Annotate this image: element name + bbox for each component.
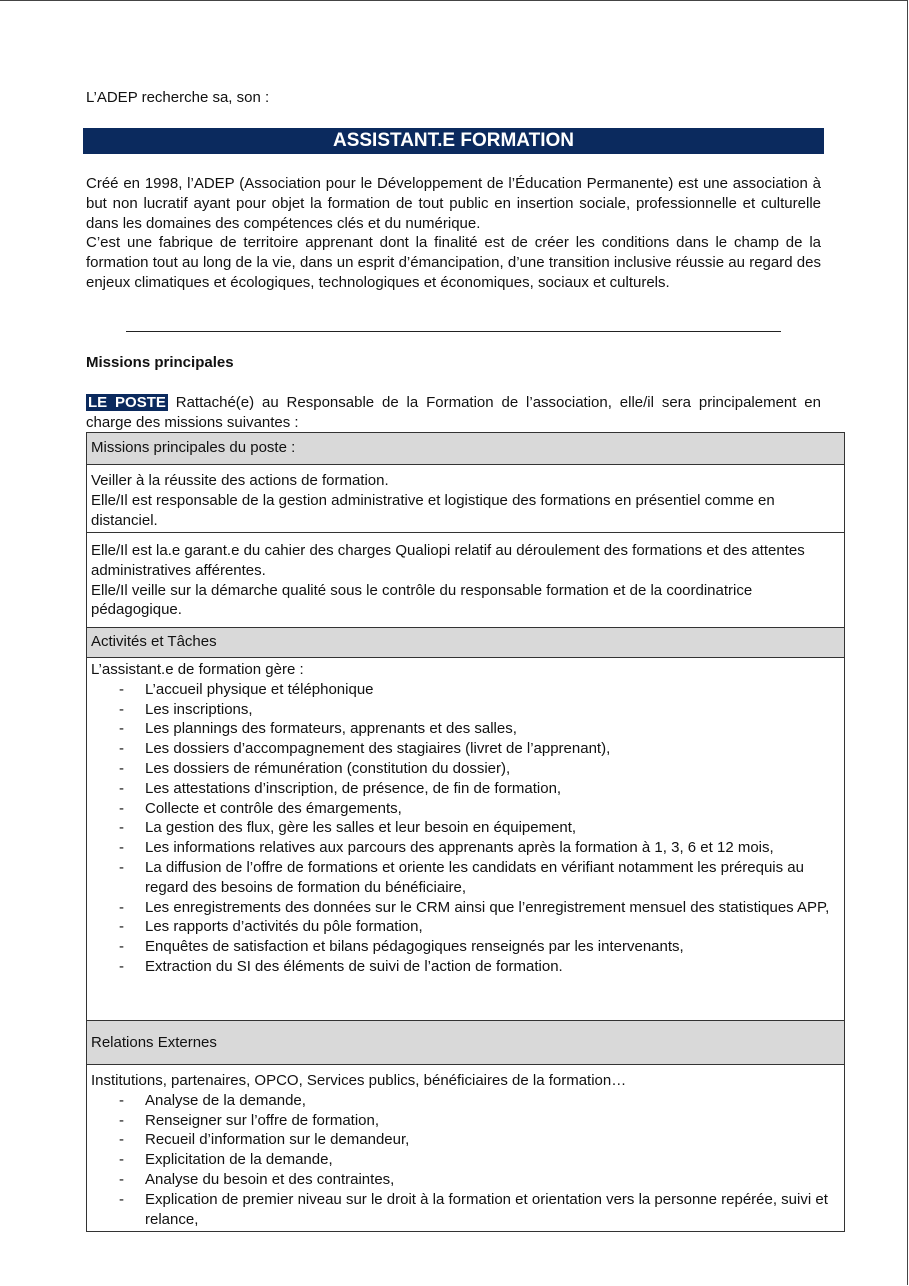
horizontal-divider: [126, 331, 781, 332]
activities-header: Activités et Tâches: [91, 633, 217, 650]
description-paragraph-1: Créé en 1998, l’ADEP (Association pour le Développement de l’Éducation Permanente) est une association à but non lucratif ayant pour objet la formation de tout public en insertion sociale, professionnelle et culturelle dans les domaines des compétences clés et du numérique.: [86, 175, 821, 232]
list-item: - Analyse de la demande,: [145, 1091, 840, 1111]
relations-header: Relations Externes: [91, 1034, 217, 1051]
mission-2-line-2: Elle/Il veille sur la démarche qualité sous le contrôle du responsable formation et de la coordinatrice pédagogique.: [91, 581, 753, 619]
list-item: - La diffusion de l’offre de formations et oriente les candidats en vérifiant notamment les prérequis au regard des besoins de formation du bénéficiaire,: [145, 858, 840, 898]
list-item: - Recueil d’information sur le demandeur,: [145, 1130, 840, 1150]
relations-row: [87, 1064, 844, 1231]
list-item: - Renseigner sur l’offre de formation,: [145, 1111, 840, 1131]
activities-row: [87, 657, 844, 1020]
job-title-banner: ASSISTANT.E FORMATION: [83, 128, 824, 154]
missions-header: Missions principales du poste :: [91, 439, 296, 456]
mission-row-1: [87, 464, 844, 532]
list-item: - Les dossiers d’accompagnement des stagiaires (livret de l’apprenant),: [145, 739, 840, 759]
list-item: - Collecte et contrôle des émargements,: [145, 799, 840, 819]
mission-1-line-2: Elle/Il est responsable de la gestion administrative et logistique des formations en présentiel comme en distanciel.: [91, 491, 775, 529]
list-item: - Les informations relatives aux parcours des apprenants après la formation à 1, 3, 6 et 12 mois,: [145, 838, 840, 858]
relations-intro: Institutions, partenaires, OPCO, Services publics, bénéficiaires de la formation…: [91, 1072, 627, 1089]
mission-2-line-1: Elle/Il est la.e garant.e du cahier des charges Qualiopi relatif au déroulement des formations et des attentes administratives afférentes.: [91, 542, 805, 579]
list-item: - Explication de premier niveau sur le droit à la formation et orientation vers la personne repérée, suivi et relance,: [145, 1190, 840, 1230]
list-item: - La gestion des flux, gère les salles et leur besoin en équipement,: [145, 818, 840, 838]
description-paragraph-2: C’est une fabrique de territoire apprenant dont la finalité est de créer les conditions dans le champ de la formation tout au long de la vie, dans un esprit d’émancipation, d’une transition inclusive réussie au regard des enjeux climatiques et écologiques, technologiques et économiques, sociaux et culturels.: [86, 234, 821, 291]
list-item: - Les rapports d’activités du pôle formation,: [145, 917, 840, 937]
list-item: - Les attestations d’inscription, de présence, de fin de formation,: [145, 779, 840, 799]
missions-table: [86, 432, 845, 1232]
list-item: - Explicitation de la demande,: [145, 1150, 840, 1170]
activities-list: [91, 680, 840, 977]
missions-header-row: [87, 432, 844, 464]
list-item: - Les enregistrements des données sur le CRM ainsi que l’enregistrement mensuel des statistiques APP,: [145, 898, 840, 918]
list-item: - Analyse du besoin et des contraintes,: [145, 1170, 840, 1190]
activities-header-row: [87, 627, 844, 657]
poste-badge: LE POSTE: [88, 394, 166, 411]
poste-paragraph: [86, 393, 821, 433]
list-item: - Les inscriptions,: [145, 700, 840, 720]
activities-intro: L’assistant.e de formation gère :: [91, 661, 304, 678]
poste-text: Rattaché(e) au Responsable de la Formation de l’association, elle/il sera principalement en charge des missions suivantes :: [86, 394, 821, 431]
list-item: - Extraction du SI des éléments de suivi de l’action de formation.: [145, 957, 840, 977]
association-description: [86, 174, 821, 293]
list-item: - L’accueil physique et téléphonique: [145, 680, 840, 700]
list-item: - Les plannings des formateurs, apprenants et des salles,: [145, 719, 840, 739]
relations-header-row: [87, 1020, 844, 1064]
intro-text: L’ADEP recherche sa, son :: [86, 89, 270, 106]
relations-list: [91, 1091, 840, 1230]
mission-1-line-1: Veiller à la réussite des actions de formation.: [91, 472, 389, 489]
list-item: - Les dossiers de rémunération (constitution du dossier),: [145, 759, 840, 779]
mission-row-2: [87, 532, 844, 627]
list-item: - Enquêtes de satisfaction et bilans pédagogiques renseignés par les intervenants,: [145, 937, 840, 957]
section-title: Missions principales: [86, 354, 234, 371]
